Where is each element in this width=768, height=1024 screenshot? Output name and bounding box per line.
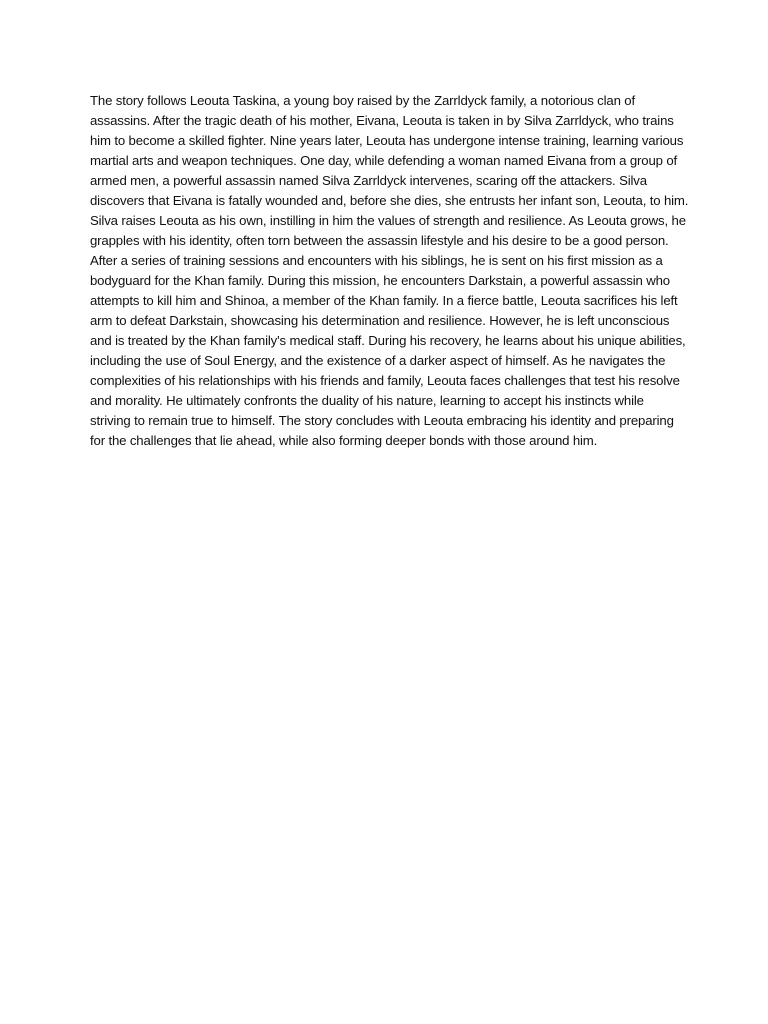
paragraph-line: attempts to kill him and Shinoa, a member of the Khan family. In a fierce battle, Leouta sacrifices his left: [90, 293, 678, 308]
paragraph-line: The story follows Leouta Taskina, a young boy raised by the Zarrldyck family, a notorious clan of: [90, 93, 635, 108]
paragraph-line: grapples with his identity, often torn between the assassin lifestyle and his desire to be a good person.: [90, 233, 669, 248]
paragraph-line: martial arts and weapon techniques. One day, while defending a woman named Eivana from a group of: [90, 153, 678, 168]
story-paragraph: [90, 91, 689, 451]
paragraph-line: and morality. He ultimately confronts the duality of his nature, learning to accept his instincts while: [90, 393, 644, 408]
paragraph-line: bodyguard for the Khan family. During this mission, he encounters Darkstain, a powerful assassin who: [90, 273, 670, 288]
paragraph-line: arm to defeat Darkstain, showcasing his determination and resilience. However, he is left unconscious: [90, 313, 670, 328]
paragraph-line: assassins. After the tragic death of his mother, Eivana, Leouta is taken in by Silva Zarrldyck, who trains: [90, 113, 674, 128]
paragraph-line: complexities of his relationships with his friends and family, Leouta faces challenges that test his resolve: [90, 373, 680, 388]
paragraph-line: and is treated by the Khan family's medical staff. During his recovery, he learns about his unique abilities,: [90, 333, 686, 348]
paragraph-line: discovers that Eivana is fatally wounded and, before she dies, she entrusts her infant son, Leouta, to him.: [90, 193, 689, 208]
paragraph-line: Silva raises Leouta as his own, instilling in him the values of strength and resilience. As Leouta grows, he: [90, 213, 686, 228]
paragraph-line: including the use of Soul Energy, and the existence of a darker aspect of himself. As he navigates the: [90, 353, 666, 368]
paragraph-line: striving to remain true to himself. The story concludes with Leouta embracing his identity and preparing: [90, 413, 674, 428]
paragraph-line: armed men, a powerful assassin named Silva Zarrldyck intervenes, scaring off the attackers. Silva: [90, 173, 647, 188]
paragraph-line: him to become a skilled fighter. Nine years later, Leouta has undergone intense training, learning various: [90, 133, 684, 148]
paragraph-line: After a series of training sessions and encounters with his siblings, he is sent on his first mission as a: [90, 253, 663, 268]
paragraph-line: for the challenges that lie ahead, while also forming deeper bonds with those around him.: [90, 433, 598, 448]
